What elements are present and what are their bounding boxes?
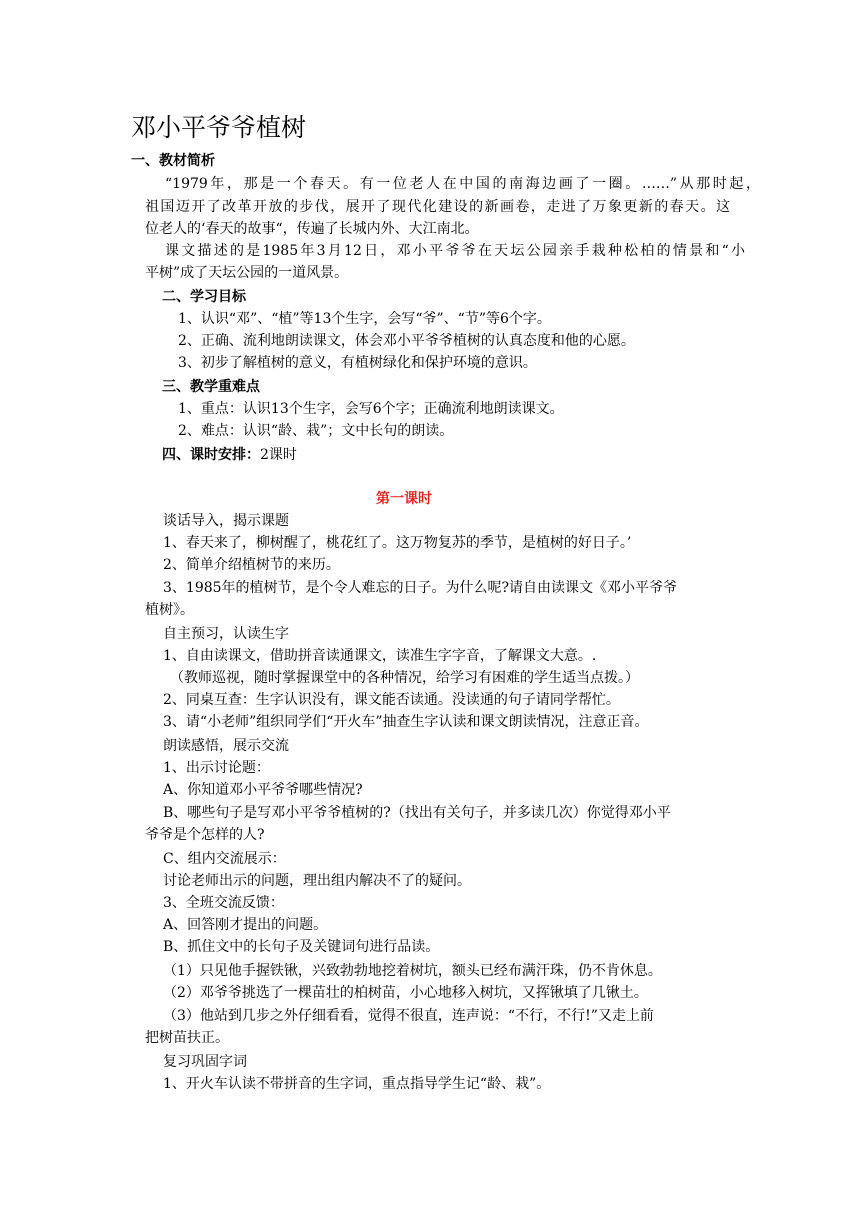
text-line [165,173,760,195]
text-line [145,599,194,621]
line-text: B、哪些句子是写邓小平爷爷植树的?（找出有关句子，并多读几次）你觉得邓小平 [163,805,671,821]
text-line [163,936,439,958]
line-text: 3、请“小老师”组织同学们“开火车”抽查生字认读和课文朗读情况，注意正音。 [163,714,649,730]
line-text: 1、出示讨论题： [163,760,270,776]
line-text: 3、1985年的植树节，是个令人难忘的日子。为什么呢?请自由读课文《邓小平爷爷 [163,580,678,596]
text-line [163,960,662,982]
line-text: 1、认识“邓”、“植”等13个生字，会写“爷”、“节”等6个字。 [178,311,551,327]
line-text: 1、春天来了，柳树醒了，桃花红了。这万物复苏的季节，是植树的好日子。’ [163,535,632,551]
line-text: 1、开火车认读不带拼音的生字词，重点指导学生记“龄、栽”。 [163,1076,551,1092]
text-line [163,779,363,801]
text-line [178,352,537,374]
text-line [145,824,265,846]
text-line [178,330,635,352]
line-text: 3、全班交流反馈： [163,895,284,911]
text-line [178,420,453,442]
text-line [163,623,289,645]
line-text: 植树》。 [145,602,194,618]
line-text: 2、正确、流利地朗读课文，体会邓小平爷爷植树的认真态度和他的心愿。 [178,333,635,349]
text-line [163,510,289,532]
text-line [163,532,631,554]
text-line [165,240,745,262]
line-text: 2、难点：认识“龄、栽”；文中长句的朗读。 [178,423,454,439]
text-line [163,711,649,733]
text-line [163,848,286,870]
line-text: 2、简单介绍植树节的来历。 [163,557,340,573]
text-line [163,577,677,599]
text-line [163,689,620,711]
line-text: 3、初步了解植树的意义，有植树绿化和保护环境的意识。 [178,355,537,371]
text-line [163,892,284,914]
section-heading [131,150,215,172]
line-text: A、回答刚才提出的问题。 [163,917,328,933]
line-text: （1）只见他手握铁锹，兴致勃勃地挖着树坑，额头已经布满汗珠，仍不肯休息。 [163,963,662,979]
text-line [163,645,596,667]
text-line [163,870,471,892]
text-line [163,914,327,936]
text-line [145,196,730,218]
line-suffix: 2课时 [260,447,297,463]
line-text: 三、教学重难点 [162,379,260,395]
line-text: 位老人的‘春天的故事“，传遍了长城内外、大江南北。 [145,221,479,237]
text-line [178,398,564,420]
text-line [145,218,479,240]
text-line [163,1005,654,1027]
line-text: 讨论老师出示的问题，理出组内解决不了的疑问。 [163,873,471,889]
line-text: 朗读感悟，展示交流 [163,738,289,754]
document-title: 邓小平爷爷植树 [131,113,307,142]
line-text: 把树苗扶正。 [145,1030,229,1046]
text-line [178,308,551,330]
text-line [145,1027,229,1049]
line-text: （2）邓爷爷挑选了一棵苗壮的柏树苗，小心地移入树坑，又挥锹填了几锹土。 [163,985,648,1001]
line-text: 自主预习，认读生字 [163,626,289,642]
text-line [163,1051,247,1073]
line-text: 2、同桌互查：生字认识没有，课文能否读通。没读通的句子请同学帮忙。 [163,692,620,708]
text-line [163,735,289,757]
section-heading [162,444,297,466]
text-line [163,982,648,1004]
text-line [145,262,348,284]
line-text: 平树”成了天坛公园的一道风景。 [145,265,349,281]
line-text: 谈话导入，揭示课题 [163,513,289,529]
line-text: 课文描述的是1985年3月12日，邓小平爷爷在天坛公园亲手栽种松柏的情景和“小 [165,243,745,259]
text-line [163,1073,550,1095]
text-line [163,802,671,824]
line-text: 一、教材简析 [131,153,215,169]
text-line [170,667,639,689]
section-heading [162,286,246,308]
text-line [163,554,340,576]
line-text: 祖国迈开了改革开放的步伐，展开了现代化建设的新画卷，走进了万象更新的春天。这 [145,199,730,215]
line-text: 1、自由读课文，借助拼音读通课文，读准生字字音，了解课文大意。. [163,648,597,664]
line-text: （3）他站到几步之外仔细看看，觉得不很直，连声说：“不行，不行!”又走上前 [163,1008,654,1024]
line-text: 二、学习目标 [162,289,246,305]
text-line [163,757,270,779]
line-text: 复习巩固字词 [163,1054,247,1070]
line-text: 爷爷是个怎样的人? [145,827,265,843]
line-text: 1、重点：认识13个生字，会写6个字；正确流利地朗读课文。 [178,401,564,417]
section-heading [162,376,260,398]
line-text: 第一课时 [376,491,432,507]
section-heading [376,488,432,510]
line-text: C、组内交流展示： [163,851,286,867]
line-text: “1979年，那是一个春天。有一位老人在中国的南海边画了一圈。……”从那时起， [165,176,760,192]
line-text: A、你知道邓小平爷爷哪些情况? [163,782,363,798]
line-text: 四、课时安排： [162,447,260,463]
line-text: B、抓住文中的长句子及关键词句进行品读。 [163,939,440,955]
line-text: （教师巡视，随时掌握课堂中的各种情况，给学习有困难的学生适当点拨。） [170,670,639,686]
